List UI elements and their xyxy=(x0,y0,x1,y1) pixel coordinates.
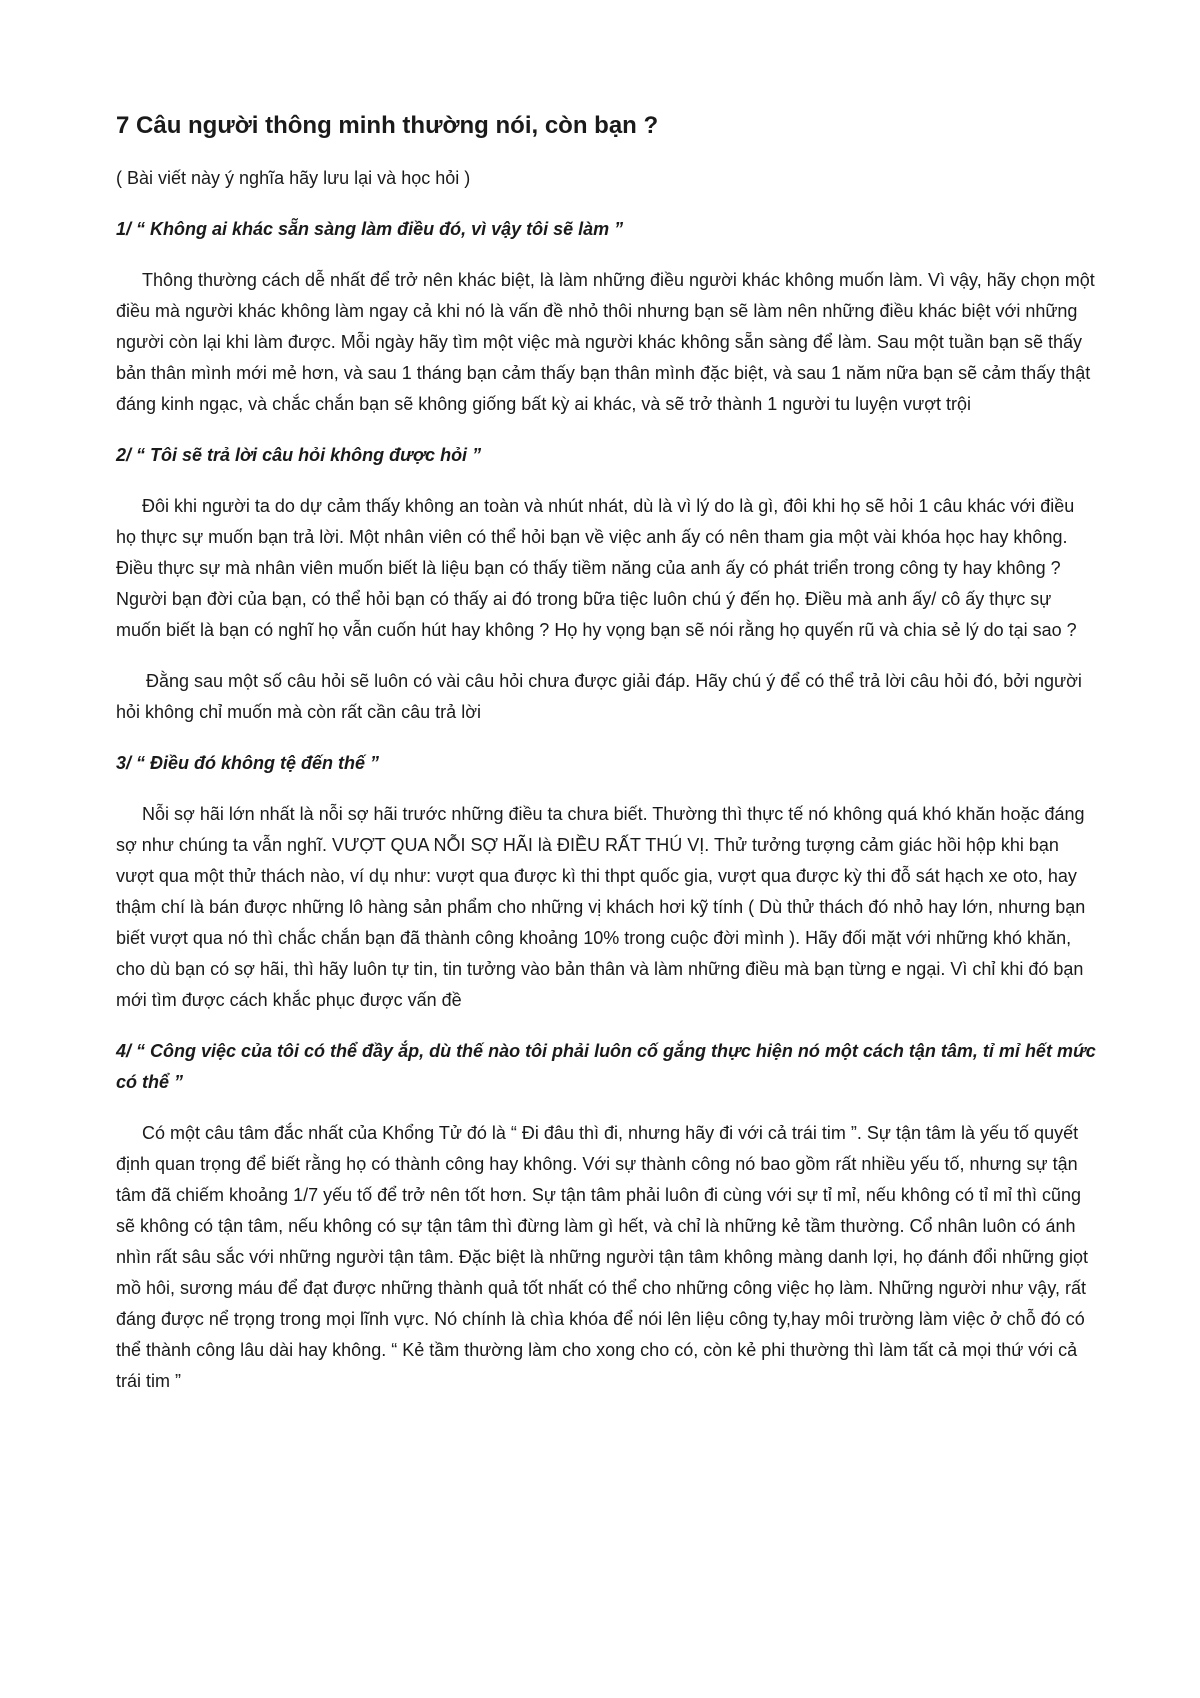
section-paragraph: Thông thường cách dễ nhất để trở nên khác biệt, là làm những điều người khác không muốn làm. Vì vậy, hãy chọn một điều mà người khác không làm ngay cả khi nó là vấn đề nhỏ thôi nhưng bạn sẽ làm nên những điều khác biệt với những người còn lại khi làm được. Mỗi ngày hãy tìm một việc mà người khác không sẵn sàng để làm. Sau một tuần bạn sẽ thấy bản thân mình mới mẻ hơn, và sau 1 tháng bạn cảm thấy bạn thân mình đặc biệt, và sau 1 năm nữa bạn sẽ cảm thấy thật đáng kinh ngạc, và chắc chắn bạn sẽ không giống bất kỳ ai khác, và sẽ trở thành 1 người tu luyện vượt trội xyxy=(116,270,1095,414)
section-3 xyxy=(116,748,1096,1016)
section-heading: 4/ “ Công việc của tôi có thể đầy ắp, dù thế nào tôi phải luôn cố gắng thực hiện nó một cách tận tâm, tỉ mỉ hết mức có thể ” xyxy=(116,1041,1096,1092)
document-title: 7 Câu người thông minh thường nói, còn bạn ? xyxy=(116,112,659,139)
section-4 xyxy=(116,1036,1096,1397)
section-paragraph: Đôi khi người ta do dự cảm thấy không an toàn và nhút nhát, dù là vì lý do là gì, đôi khi họ sẽ hỏi 1 câu khác với điều họ thực sự muốn bạn trả lời. Một nhân viên có thể hỏi bạn về việc anh ấy có nên tham gia một vài khóa học hay không. Điều thực sự mà nhân viên muốn biết là liệu bạn có thấy tiềm năng của anh ấy có phát triển trong công ty hay không ? Người bạn đời của bạn, có thể hỏi bạn có thấy ai đó trong bữa tiệc luôn chú ý đến họ. Điều mà anh ấy/ cô ấy thực sự muốn biết là bạn có nghĩ họ vẫn cuốn hút hay không ? Họ hy vọng bạn sẽ nói rằng họ quyến rũ và chia sẻ lý do tại sao ? xyxy=(116,496,1077,640)
section-1 xyxy=(116,214,1096,420)
document-page xyxy=(116,110,1096,1417)
section-heading: 1/ “ Không ai khác sẵn sàng làm điều đó, vì vậy tôi sẽ làm ” xyxy=(116,219,624,239)
section-2 xyxy=(116,440,1096,728)
section-paragraph: Đằng sau một số câu hỏi sẽ luôn có vài câu hỏi chưa được giải đáp. Hãy chú ý để có thể trả lời câu hỏi đó, bởi người hỏi không chỉ muốn mà còn rất cần câu trả lời xyxy=(116,671,1082,722)
section-heading: 3/ “ Điều đó không tệ đến thế ” xyxy=(116,753,380,773)
document-subtitle: ( Bài viết này ý nghĩa hãy lưu lại và học hỏi ) xyxy=(116,168,471,188)
section-heading: 2/ “ Tôi sẽ trả lời câu hỏi không được hỏi ” xyxy=(116,445,482,465)
section-paragraph: Có một câu tâm đắc nhất của Khổng Tử đó là “ Đi đâu thì đi, nhưng hãy đi với cả trái tim ”. Sự tận tâm là yếu tố quyết định quan trọng để biết rằng họ có thành công hay không. Với sự thành công nó bao gồm rất nhiều yếu tố, nhưng sự tận tâm đã chiếm khoảng 1/7 yếu tố để trở nên tốt hơn. Sự tận tâm phải luôn đi cùng với sự tỉ mỉ, nếu không có tỉ mỉ thì cũng sẽ không có tận tâm, nếu không có sự tận tâm thì đừng làm gì hết, và chỉ là những kẻ tầm thường. Cổ nhân luôn có ánh nhìn rất sâu sắc với những người tận tâm. Đặc biệt là những người tận tâm không màng danh lợi, họ đánh đổi những giọt mồ hôi, sương máu để đạt được những thành quả tốt nhất có thể cho những công việc họ làm. Những người như vậy, rất đáng được nể trọng trong mọi lĩnh vực. Nó chính là chìa khóa để nói lên liệu công ty,hay môi trường làm việc ở chỗ đó có thể thành công lâu dài hay không. “ Kẻ tầm thường làm cho xong cho có, còn kẻ phi thường thì làm tất cả mọi thứ với cả trái tim ” xyxy=(116,1123,1089,1391)
section-paragraph: Nỗi sợ hãi lớn nhất là nỗi sợ hãi trước những điều ta chưa biết. Thường thì thực tế nó không quá khó khăn hoặc đáng sợ như chúng ta vẫn nghĩ. VƯỢT QUA NỖI SỢ HÃI là ĐIỀU RẤT THÚ VỊ. Thử tưởng tượng cảm giác hồi hộp khi bạn vượt qua một thử thách nào, ví dụ như: vượt qua được kì thi thpt quốc gia, vượt qua được kỳ thi đỗ sát hạch xe oto, hay thậm chí là bán được những lô hàng sản phẩm cho những vị khách hơi kỹ tính ( Dù thử thách đó nhỏ hay lớn, nhưng bạn biết vượt qua nó thì chắc chắn bạn đã thành công khoảng 10% trong cuộc đời mình ). Hãy đối mặt với những khó khăn, cho dù bạn có sợ hãi, thì hãy luôn tự tin, tin tưởng vào bản thân và làm những điều mà bạn từng e ngại. Vì chỉ khi đó bạn mới tìm được cách khắc phục được vấn đề xyxy=(116,804,1086,1010)
